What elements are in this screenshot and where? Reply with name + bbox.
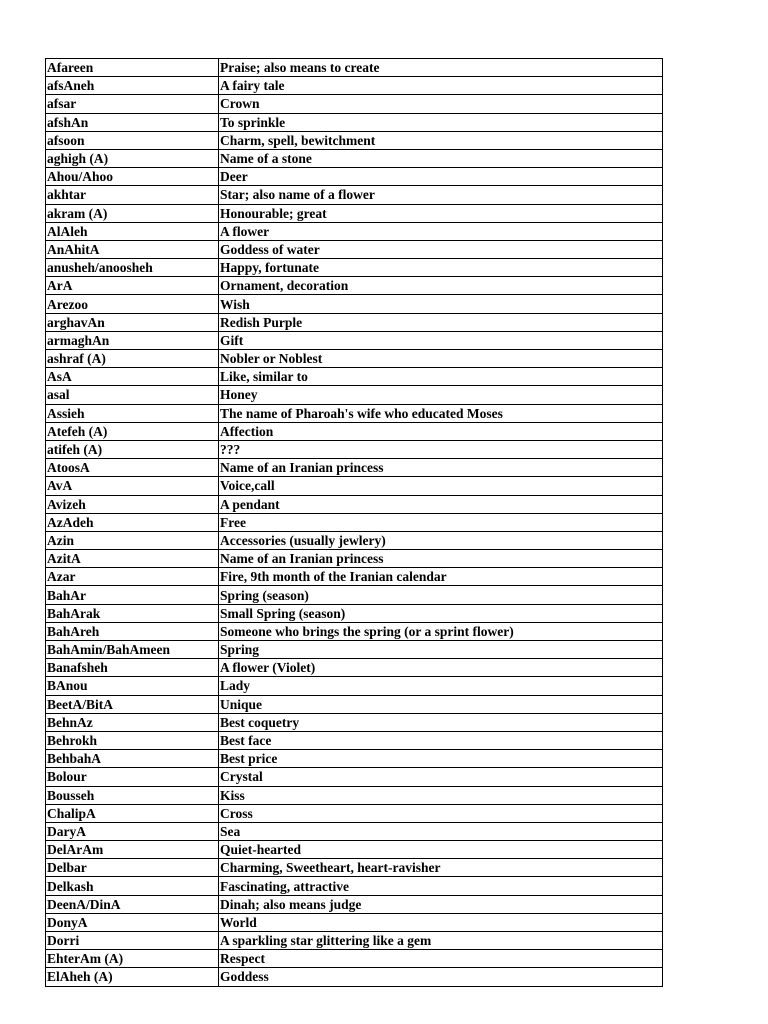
meaning-cell: Charming, Sweetheart, heart-ravisher (219, 859, 663, 877)
name-cell: AnAhitA (46, 240, 219, 258)
name-cell: BahAr (46, 586, 219, 604)
meaning-cell: Dinah; also means judge (219, 895, 663, 913)
name-cell: akram (A) (46, 204, 219, 222)
meaning-cell: Deer (219, 168, 663, 186)
table-row (46, 404, 663, 422)
name-cell: AsA (46, 368, 219, 386)
table-row (46, 877, 663, 895)
name-cell: AzitA (46, 550, 219, 568)
table-row (46, 222, 663, 240)
table-row (46, 659, 663, 677)
table-row (46, 677, 663, 695)
table-row (46, 568, 663, 586)
meaning-cell: Name of an Iranian princess (219, 459, 663, 477)
meaning-cell: Spring (219, 641, 663, 659)
table-row (46, 277, 663, 295)
name-cell: Arezoo (46, 295, 219, 313)
name-cell: Dorri (46, 932, 219, 950)
name-cell: akhtar (46, 186, 219, 204)
meaning-cell: Someone who brings the spring (or a sprint flower) (219, 622, 663, 640)
name-cell: BAnou (46, 677, 219, 695)
meaning-cell: Star; also name of a flower (219, 186, 663, 204)
name-cell: BahAreh (46, 622, 219, 640)
name-cell: DaryA (46, 822, 219, 840)
name-cell: ChalipA (46, 804, 219, 822)
name-cell: BahArak (46, 604, 219, 622)
name-cell: DonyA (46, 913, 219, 931)
names-table (45, 58, 663, 987)
table-row (46, 440, 663, 458)
name-cell: BahAmin/BahAmeen (46, 641, 219, 659)
meaning-cell: Ornament, decoration (219, 277, 663, 295)
table-row (46, 350, 663, 368)
meaning-cell: Honey (219, 386, 663, 404)
table-row (46, 622, 663, 640)
name-cell: Delkash (46, 877, 219, 895)
meaning-cell: A flower (Violet) (219, 659, 663, 677)
table-row (46, 859, 663, 877)
meaning-cell: The name of Pharoah's wife who educated Moses (219, 404, 663, 422)
table-row (46, 113, 663, 131)
table-row (46, 713, 663, 731)
meaning-cell: Name of an Iranian princess (219, 550, 663, 568)
meaning-cell: Kiss (219, 786, 663, 804)
meaning-cell: Honourable; great (219, 204, 663, 222)
table-row (46, 168, 663, 186)
meaning-cell: Respect (219, 950, 663, 968)
table-row (46, 313, 663, 331)
meaning-cell: Cross (219, 804, 663, 822)
table-row (46, 641, 663, 659)
name-cell: BehnAz (46, 713, 219, 731)
meaning-cell: Affection (219, 422, 663, 440)
meaning-cell: Like, similar to (219, 368, 663, 386)
meaning-cell: Best price (219, 750, 663, 768)
meaning-cell: Free (219, 513, 663, 531)
table-row (46, 786, 663, 804)
table-row (46, 459, 663, 477)
meaning-cell: Goddess (219, 968, 663, 986)
table-row (46, 895, 663, 913)
name-cell: DelArAm (46, 841, 219, 859)
name-cell: aghigh (A) (46, 149, 219, 167)
table-row (46, 913, 663, 931)
name-cell: Delbar (46, 859, 219, 877)
meaning-cell: To sprinkle (219, 113, 663, 131)
table-row (46, 331, 663, 349)
table-row (46, 59, 663, 77)
name-cell: Azin (46, 531, 219, 549)
table-row (46, 295, 663, 313)
name-cell: ashraf (A) (46, 350, 219, 368)
meaning-cell: A fairy tale (219, 77, 663, 95)
meaning-cell: Sea (219, 822, 663, 840)
name-cell: BeetA/BitA (46, 695, 219, 713)
table-row (46, 950, 663, 968)
name-cell: atifeh (A) (46, 440, 219, 458)
table-row (46, 240, 663, 258)
table-row (46, 968, 663, 986)
table-row (46, 768, 663, 786)
meaning-cell: A flower (219, 222, 663, 240)
name-cell: Afareen (46, 59, 219, 77)
table-row (46, 422, 663, 440)
meaning-cell: Unique (219, 695, 663, 713)
meaning-cell: Charm, spell, bewitchment (219, 131, 663, 149)
name-cell: arghavAn (46, 313, 219, 331)
name-cell: AvA (46, 477, 219, 495)
name-cell: Assieh (46, 404, 219, 422)
table-row (46, 368, 663, 386)
name-cell: ElAheh (A) (46, 968, 219, 986)
table-row (46, 495, 663, 513)
name-cell: asal (46, 386, 219, 404)
table-row (46, 95, 663, 113)
name-cell: Bousseh (46, 786, 219, 804)
name-cell: Behrokh (46, 731, 219, 749)
table-row (46, 731, 663, 749)
meaning-cell: Small Spring (season) (219, 604, 663, 622)
name-cell: Avizeh (46, 495, 219, 513)
meaning-cell: A pendant (219, 495, 663, 513)
name-cell: anusheh/anoosheh (46, 259, 219, 277)
table-row (46, 77, 663, 95)
name-cell: armaghAn (46, 331, 219, 349)
table-row (46, 186, 663, 204)
meaning-cell: Wish (219, 295, 663, 313)
meaning-cell: Crystal (219, 768, 663, 786)
meaning-cell: Voice,call (219, 477, 663, 495)
name-cell: Azar (46, 568, 219, 586)
name-cell: afsoon (46, 131, 219, 149)
table-row (46, 841, 663, 859)
meaning-cell: Praise; also means to create (219, 59, 663, 77)
table-row (46, 932, 663, 950)
meaning-cell: Quiet-hearted (219, 841, 663, 859)
meaning-cell: ??? (219, 440, 663, 458)
table-row (46, 750, 663, 768)
name-cell: afsar (46, 95, 219, 113)
table-row (46, 695, 663, 713)
name-cell: DeenA/DinA (46, 895, 219, 913)
table-row (46, 550, 663, 568)
table-row (46, 531, 663, 549)
name-cell: AtoosA (46, 459, 219, 477)
meaning-cell: Crown (219, 95, 663, 113)
table-row (46, 822, 663, 840)
table-row (46, 804, 663, 822)
name-cell: Banafsheh (46, 659, 219, 677)
name-cell: Atefeh (A) (46, 422, 219, 440)
meaning-cell: Happy, fortunate (219, 259, 663, 277)
meaning-cell: Accessories (usually jewlery) (219, 531, 663, 549)
name-cell: BehbahA (46, 750, 219, 768)
meaning-cell: Goddess of water (219, 240, 663, 258)
names-table-body (46, 59, 663, 987)
meaning-cell: A sparkling star glittering like a gem (219, 932, 663, 950)
name-cell: afshAn (46, 113, 219, 131)
meaning-cell: Best coquetry (219, 713, 663, 731)
name-cell: afsAneh (46, 77, 219, 95)
meaning-cell: Name of a stone (219, 149, 663, 167)
name-cell: ArA (46, 277, 219, 295)
meaning-cell: Gift (219, 331, 663, 349)
table-row (46, 604, 663, 622)
meaning-cell: Best face (219, 731, 663, 749)
table-row (46, 204, 663, 222)
meaning-cell: Redish Purple (219, 313, 663, 331)
meaning-cell: Lady (219, 677, 663, 695)
meaning-cell: Fire, 9th month of the Iranian calendar (219, 568, 663, 586)
table-row (46, 477, 663, 495)
table-row (46, 131, 663, 149)
table-row (46, 513, 663, 531)
meaning-cell: World (219, 913, 663, 931)
table-row (46, 586, 663, 604)
meaning-cell: Spring (season) (219, 586, 663, 604)
table-row (46, 259, 663, 277)
meaning-cell: Nobler or Noblest (219, 350, 663, 368)
name-cell: AzAdeh (46, 513, 219, 531)
name-cell: EhterAm (A) (46, 950, 219, 968)
name-cell: Bolour (46, 768, 219, 786)
name-cell: AlAleh (46, 222, 219, 240)
table-row (46, 149, 663, 167)
table-row (46, 386, 663, 404)
meaning-cell: Fascinating, attractive (219, 877, 663, 895)
name-cell: Ahou/Ahoo (46, 168, 219, 186)
